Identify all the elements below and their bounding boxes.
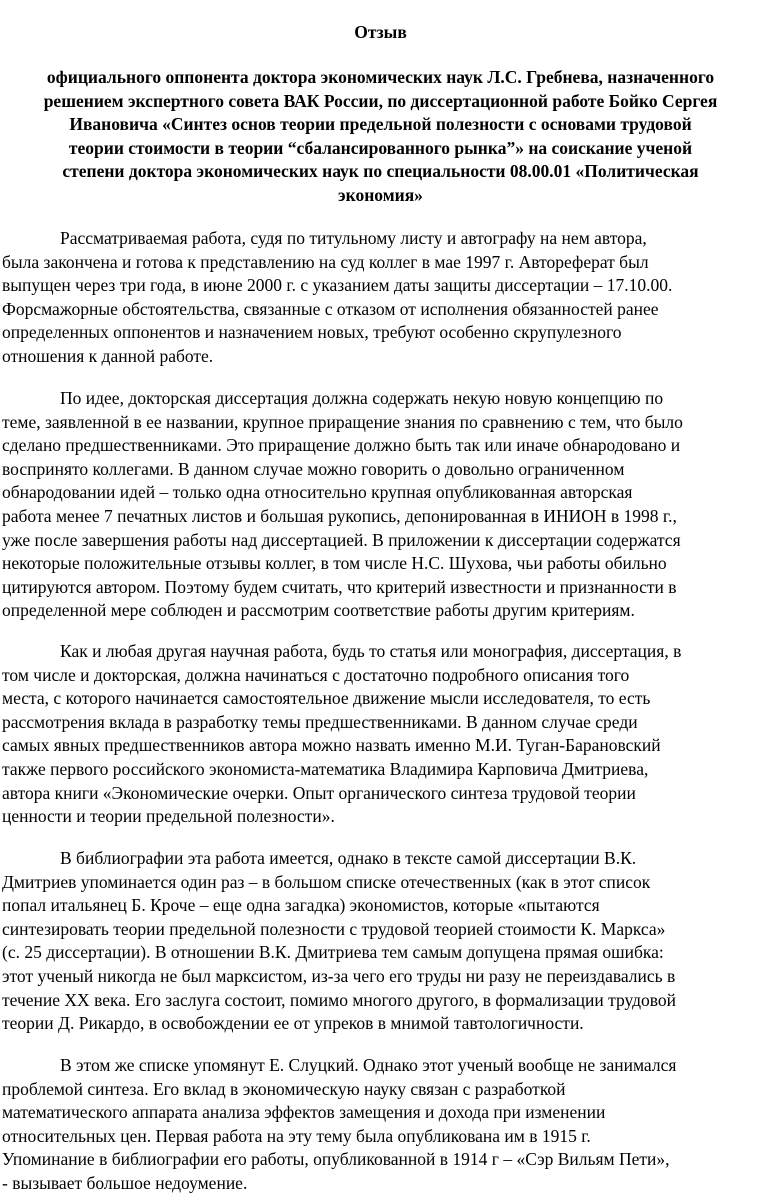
paragraph-line: теме, заявленной в ее названии, крупное приращение знания по сравнению с тем, что было: [2, 411, 683, 432]
paragraph-1: [2, 227, 759, 369]
paragraph-line: отношения к данной работе.: [2, 345, 214, 366]
paragraph-line: Упоминание в библиографии его работы, опубликованной в 1914 г – «Сэр Вильям Пети»,: [2, 1149, 670, 1170]
paragraph-line: относительных цен. Первая работа на эту тему была опубликована им в 1915 г.: [2, 1125, 591, 1146]
heading-line: экономия»: [338, 184, 423, 205]
heading-line: Ивановича «Синтез основ теории предельной полезности с основами трудовой: [69, 114, 692, 135]
paragraph-line: математического аппарата анализа эффектов замещения и дохода при изменении: [2, 1102, 606, 1123]
paragraph-line: (с. 25 диссертации). В отношении В.К. Дмитриева тем самым допущена прямая ошибка:: [2, 942, 664, 963]
paragraph-line: По идее, докторская диссертация должна содержать некую новую концепцию по: [60, 388, 664, 408]
paragraph-line: самых явных предшественников автора можно назвать именно М.И. Туган-Барановский: [2, 735, 661, 756]
paragraph-line: Как и любая другая научная работа, будь то статья или монография, диссертация, в: [60, 641, 682, 661]
paragraph-line: синтезировать теории предельной полезности с трудовой теорией стоимости К. Маркса»: [2, 918, 666, 939]
heading-line: степени доктора экономических наук по специальности 08.00.01 «Политическая: [62, 161, 699, 182]
document-heading: [0, 66, 761, 208]
paragraph-line: проблемой синтеза. Его вклад в экономическую науку связан с разработкой: [2, 1078, 566, 1099]
paragraph-line: цитируются автором. Поэтому будем считать, что критерий известности и признанности в: [2, 576, 677, 597]
paragraph-line: течение XX века. Его заслуга состоит, помимо многого другого, в формализации трудовой: [2, 989, 677, 1010]
paragraph-line: воспринято коллегами. В данном случае можно говорить о довольно ограниченном: [2, 458, 625, 479]
paragraph-line: этот ученый никогда не был марксистом, из-за чего его труды ни разу не переиздавались в: [2, 965, 676, 986]
paragraph-line: места, с которого начинается самостоятельное движение мысли исследователя, то есть: [2, 688, 651, 709]
paragraph-line: определенной мере соблюден и рассмотрим соответствие работы другим критериям.: [2, 600, 635, 621]
paragraph-line: Дмитриев упоминается один раз – в большом списке отечественных (как в этот список: [2, 871, 651, 892]
paragraph-line: некоторые положительные отзывы коллег, в том числе Н.С. Шухова, чьи работы обильно: [2, 553, 667, 574]
paragraph-line: обнародовании идей – только одна относительно крупная опубликованная авторская: [2, 482, 633, 503]
paragraph-line: - вызывает большое недоумение.: [2, 1172, 248, 1193]
paragraph-5: [2, 1054, 759, 1196]
heading-line: решением экспертного совета ВАК России, по диссертационной работе Бойко Сергея: [43, 90, 718, 111]
paragraph-line: рассмотрения вклада в разработку темы предшественниками. В данном случае среди: [2, 711, 638, 732]
paragraph-line: также первого российского экономиста-математика Владимира Карповича Дмитриева,: [2, 758, 649, 779]
paragraph-line: определенных оппонентов и назначением новых, требуют особенно скрупулезного: [2, 322, 622, 343]
paragraph-4: [2, 847, 759, 1036]
paragraph-line: попал итальянец Б. Кроче – еще одна загадка) экономистов, которые «пытаются: [2, 895, 600, 916]
heading-line: теории стоимости в теории “сбалансированного рынка”» на соискание ученой: [68, 137, 693, 158]
paragraph-line: том числе и докторская, должна начинаться с достаточно подробного описания того: [2, 664, 630, 685]
paragraph-3: [2, 640, 759, 829]
paragraph-line: Форсмажорные обстоятельства, связанные с отказом от исполнения обязанностей ранее: [2, 298, 659, 319]
paragraph-line: сделано предшественниками. Это приращение должно быть так или иначе обнародовано и: [2, 435, 681, 456]
document-title: Отзыв: [354, 22, 407, 42]
paragraph-line: работа менее 7 печатных листов и большая рукопись, депонированная в ИНИОН в 1998 г.,: [2, 505, 677, 526]
heading-line: официального оппонента доктора экономических наук Л.С. Гребнева, назначенного: [46, 67, 715, 87]
paragraph-line: теории Д. Рикардо, в освобождении ее от упреков в мнимой тавтологичности.: [2, 1013, 584, 1034]
paragraph-2: [2, 387, 759, 623]
paragraph-line: Рассматриваемая работа, судя по титульному листу и автографу на нем автора,: [60, 228, 647, 248]
paragraph-line: ценности и теории предельной полезности».: [2, 806, 335, 827]
paragraph-line: В библиографии эта работа имеется, однако в тексте самой диссертации В.К.: [60, 848, 637, 868]
paragraph-line: автора книги «Экономические очерки. Опыт органического синтеза трудовой теории: [2, 782, 636, 803]
paragraph-line: была закончена и готова к представлению на суд коллег в мае 1997 г. Автореферат был: [2, 251, 649, 272]
paragraph-line: выпущен через три года, в июне 2000 г. с указанием даты защиты диссертации – 17.10.00.: [2, 275, 673, 296]
paragraph-line: уже после завершения работы над диссертацией. В приложении к диссертации содержатся: [2, 529, 681, 550]
paragraph-line: В этом же списке упомянут Е. Слуцкий. Однако этот ученый вообще не занимался: [60, 1055, 677, 1075]
